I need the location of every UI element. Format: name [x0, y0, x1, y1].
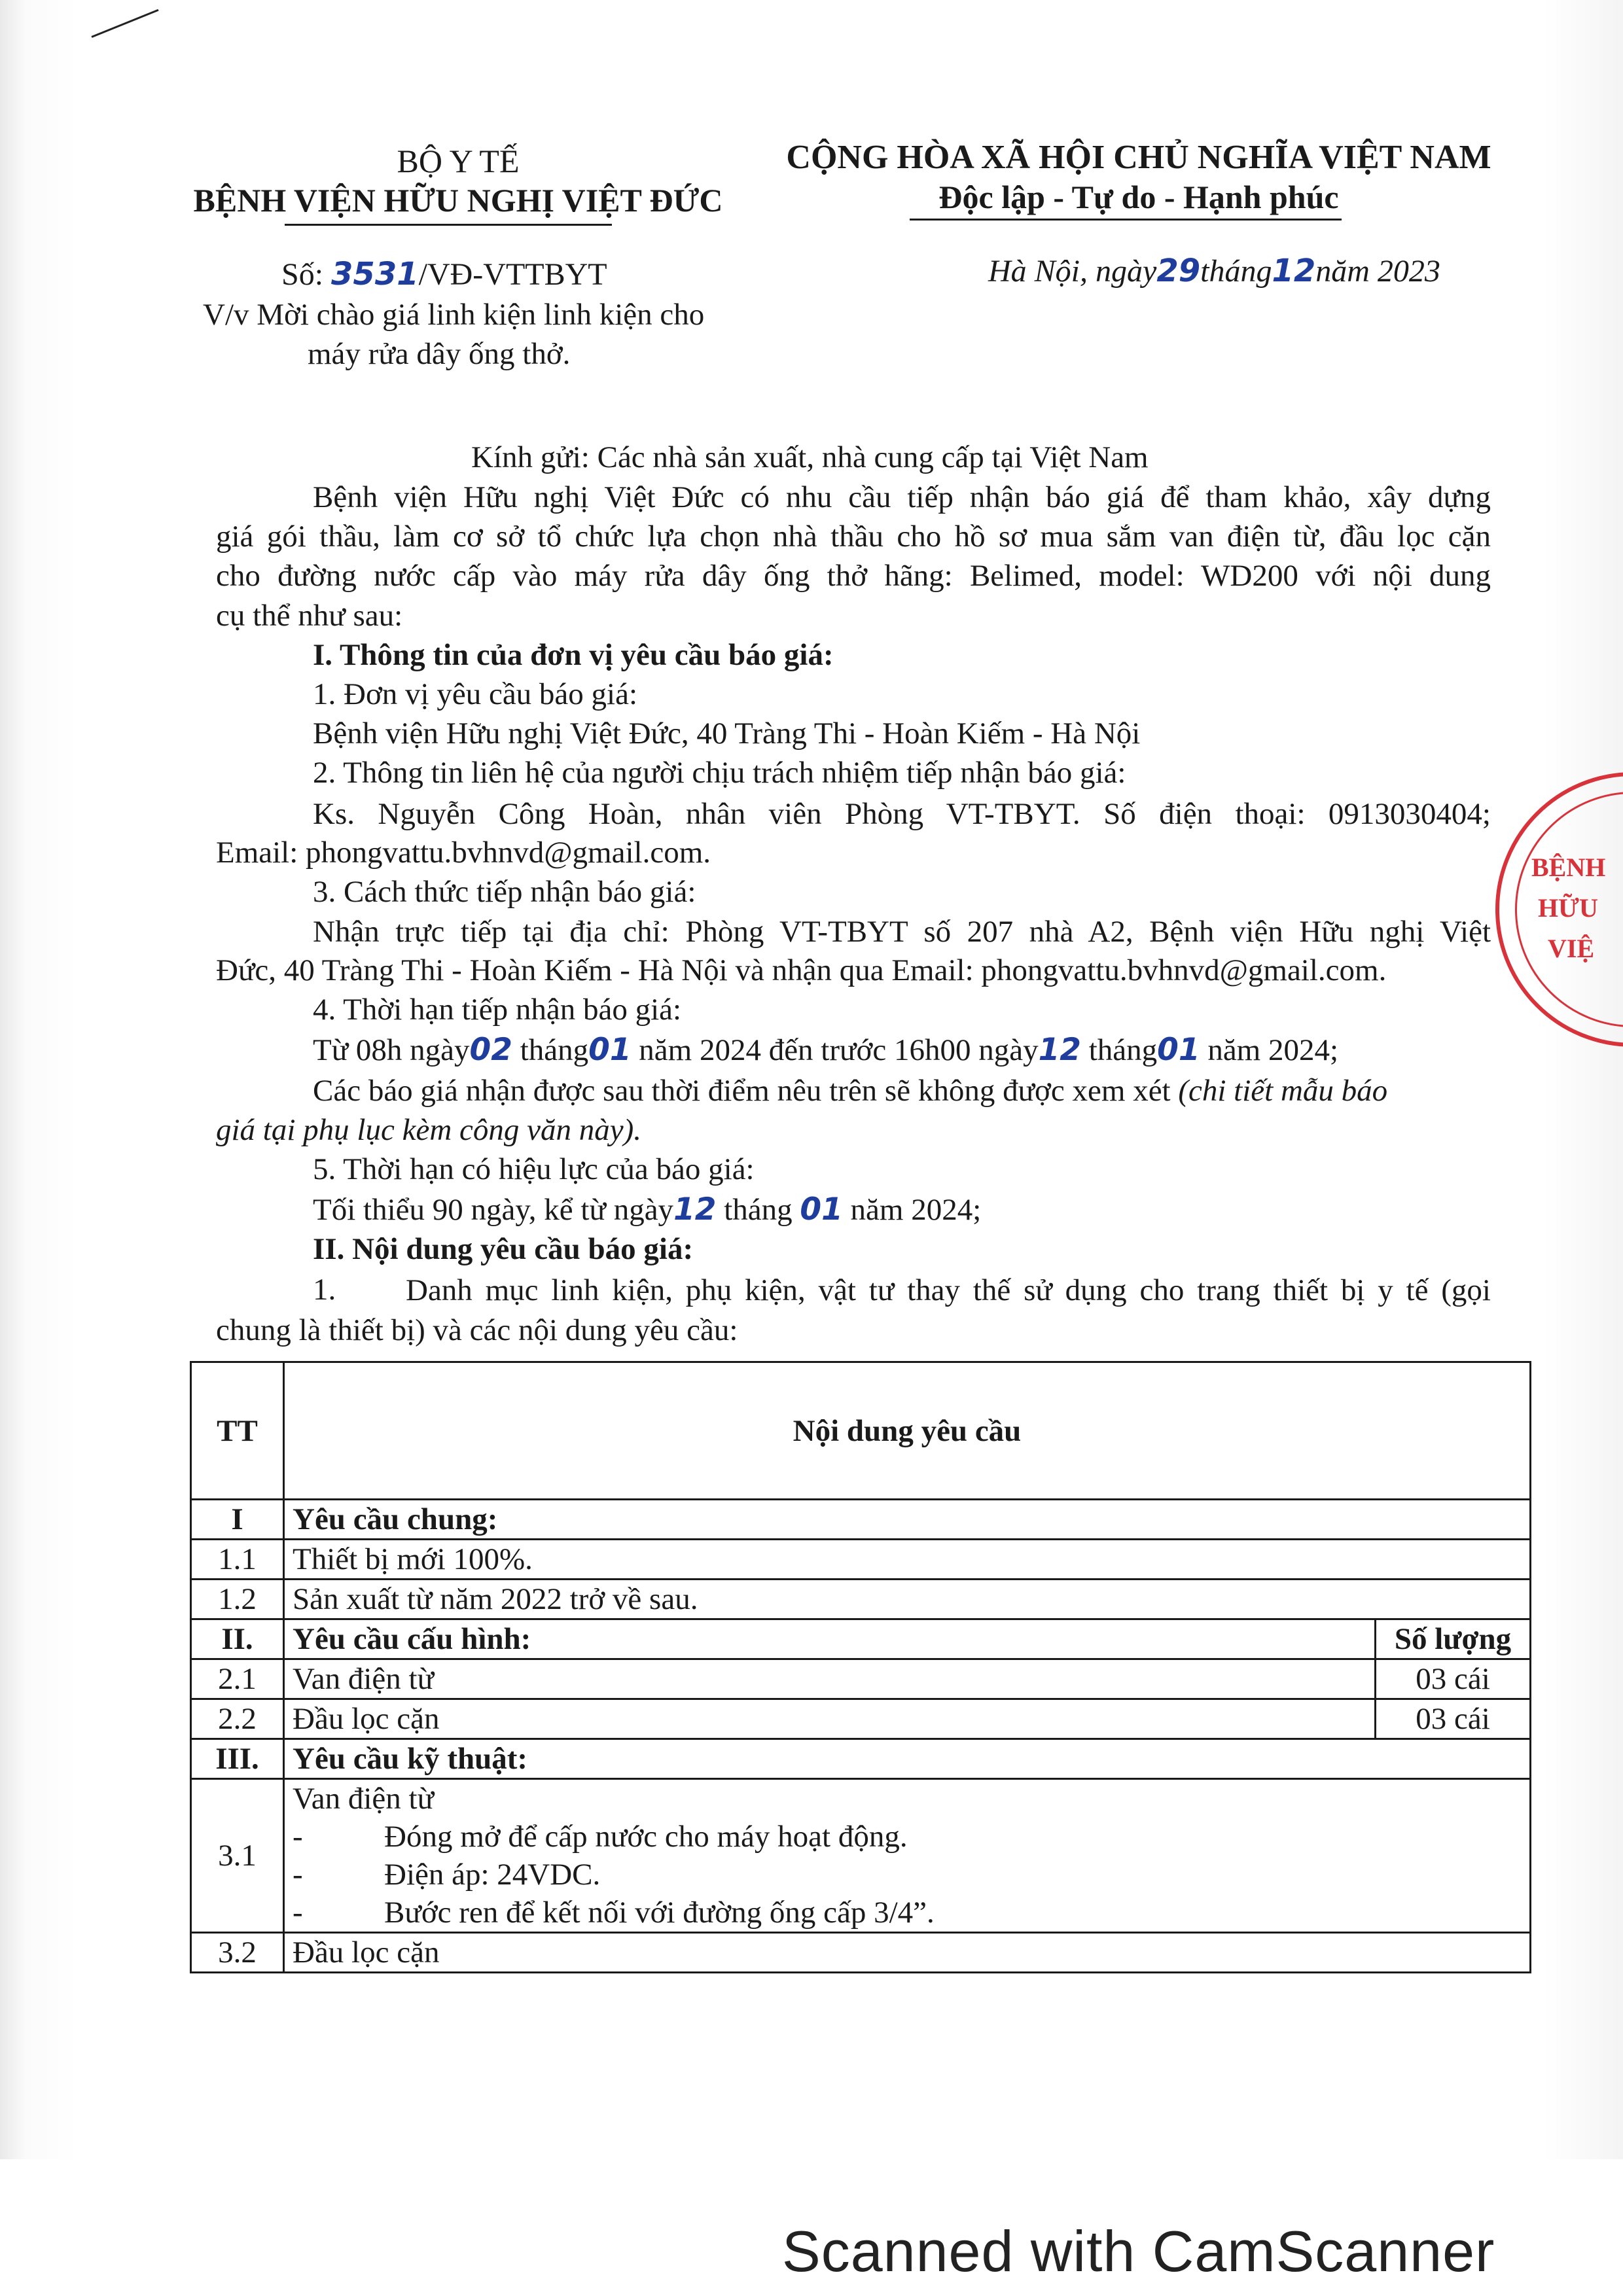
quantity-header: Số lượng — [1376, 1619, 1531, 1659]
s1-item-4: 4. Thời hạn tiếp nhận báo giá: — [313, 993, 682, 1027]
salutation: Kính gửi: Các nhà sản xuất, nhà cung cấp tại Việt Nam — [471, 440, 1149, 474]
table-row: 1.1 Thiết bị mới 100%. — [191, 1540, 1531, 1580]
table-row: 2.2 Đầu lọc cặn 03 cái — [191, 1699, 1531, 1739]
section-1-title: I. Thông tin của đơn vị yêu cầu báo giá: — [313, 638, 834, 672]
s1-item-1-value: Bệnh viện Hữu nghị Việt Đức, 40 Tràng Thi - Hoàn Kiếm - Hà Nội — [313, 716, 1141, 751]
seal-text-3: VIỆ — [1548, 934, 1595, 963]
intro-line-1: Bệnh viện Hữu nghị Việt Đức có nhu cầu tiếp nhận báo giá để tham khảo, xây dựng — [313, 480, 1491, 514]
s1-item-3-value-1: Nhận trực tiếp tại địa chỉ: Phòng VT-TBYT số 207 nhà A2, Bệnh viện Hữu nghị Việt — [313, 915, 1491, 949]
r31-title: Van điện từ — [293, 1782, 435, 1816]
r31-bullet-1: - Đóng mở để cấp nước cho máy hoạt động. — [293, 1820, 908, 1854]
subject-line-1: V/v Mời chào giá linh kiện linh kiện cho — [203, 298, 705, 332]
table-row: 3.1 Van điện từ - Đóng mở để cấp nước cho máy hoạt động. - Điện áp: 24VDC. - Bước ren để kết nối với đường ống cấp 3/4”. — [191, 1779, 1531, 1933]
seal-text-2: HỮU — [1538, 893, 1598, 923]
s1-item-3-value-2: Đức, 40 Tràng Thi - Hoàn Kiếm - Hà Nội và nhận qua Email: phongvattu.bvhnvd@gmail.com. — [216, 953, 1387, 987]
handwritten-end-month: 01 — [1157, 1032, 1200, 1068]
s1-item-4-note-2: giá tại phụ lục kèm công văn này). — [216, 1113, 641, 1147]
header-tt: TT — [191, 1362, 284, 1500]
s1-item-4-value: Từ 08h ngày02 tháng01 năm 2024 đến trước 16h00 ngày12 tháng01 năm 2024; — [313, 1032, 1339, 1068]
handwritten-valid-day: 12 — [673, 1192, 717, 1227]
seal-text-1: BỆNH — [1531, 853, 1606, 882]
camscanner-watermark: Scanned with CamScanner — [782, 2219, 1495, 2284]
s1-item-5-value: Tối thiểu 90 ngày, kể từ ngày12 tháng 01 năm 2024; — [313, 1192, 982, 1227]
s1-item-2-value-1: Ks. Nguyễn Công Hoàn, nhân viên Phòng VT-TBYT. Số điện thoại: 0913030404; — [313, 797, 1491, 831]
intro-line-4: cụ thể như sau: — [216, 599, 403, 633]
table-row: 3.2 Đầu lọc cặn — [191, 1933, 1531, 1973]
document-number: Số: 3531/VĐ-VTTBYT — [281, 256, 607, 292]
ministry-name: BỘ Y TẾ — [397, 143, 520, 179]
handwritten-month: 12 — [1272, 253, 1316, 289]
place-date: Hà Nội, ngày29tháng12năm 2023 — [988, 253, 1440, 289]
requirements-table — [190, 1361, 1531, 1973]
table-row: II. Yêu cầu cấu hình: Số lượng — [191, 1619, 1531, 1659]
handwritten-number: 3531 — [331, 256, 419, 292]
handwritten-end-day: 12 — [1038, 1032, 1081, 1068]
intro-line-3: cho đường nước cấp vào máy rửa dây ống thở hãng: Belimed, model: WD200 với nội dung — [216, 559, 1491, 593]
republic-name: CỘNG HÒA XÃ HỘI CHỦ NGHĨA VIỆT NAM — [786, 139, 1491, 176]
section-2-title: II. Nội dung yêu cầu báo giá: — [313, 1232, 694, 1266]
national-motto: Độc lập - Tự do - Hạnh phúc — [938, 179, 1339, 215]
s1-item-2-value-2: Email: phongvattu.bvhnvd@gmail.com. — [216, 836, 711, 870]
s2-item-1-line-1: Danh mục linh kiện, phụ kiện, vật tư thay thế sử dụng cho trang thiết bị y tế (gọi — [406, 1273, 1491, 1307]
handwritten-start-month: 01 — [588, 1032, 632, 1068]
table-row: I Yêu cầu chung: — [191, 1500, 1531, 1540]
subject-line-2: máy rửa dây ống thở. — [308, 337, 571, 371]
r31-bullet-3: - Bước ren để kết nối với đường ống cấp 3/4”. — [293, 1896, 935, 1930]
s1-item-1: 1. Đơn vị yêu cầu báo giá: — [313, 677, 638, 711]
hospital-name: BỆNH VIỆN HỮU NGHỊ VIỆT ĐỨC — [193, 182, 723, 219]
header-content: Nội dung yêu cầu — [284, 1362, 1531, 1500]
hospital-underline — [285, 224, 612, 226]
s1-item-4-note-1: Các báo giá nhận được sau thời điểm nêu trên sẽ không được xem xét (chi tiết mẫu báo — [313, 1074, 1388, 1108]
s1-item-2: 2. Thông tin liên hệ của người chịu trách nhiệm tiếp nhận báo giá: — [313, 756, 1126, 790]
s2-item-1-number: 1. — [313, 1273, 336, 1307]
intro-line-2: giá gói thầu, làm cơ sở tổ chức lựa chọn nhà thầu cho hồ sơ mua sắm van điện từ, đầu lọc cặn — [216, 520, 1491, 554]
table-row: 2.1 Van điện từ 03 cái — [191, 1659, 1531, 1699]
table-row: 1.2 Sản xuất từ năm 2022 trở về sau. — [191, 1580, 1531, 1619]
s1-item-3: 3. Cách thức tiếp nhận báo giá: — [313, 875, 696, 909]
handwritten-day: 29 — [1156, 253, 1201, 289]
table-header-row — [191, 1362, 1531, 1500]
motto-underline — [910, 219, 1342, 221]
table-row: III. Yêu cầu kỹ thuật: — [191, 1739, 1531, 1779]
s1-item-5: 5. Thời hạn có hiệu lực của báo giá: — [313, 1152, 755, 1186]
s2-item-1-line-2: chung là thiết bị) và các nội dung yêu cầu: — [216, 1313, 738, 1347]
handwritten-start-day: 02 — [469, 1032, 512, 1068]
handwritten-valid-month: 01 — [800, 1192, 843, 1227]
r31-bullet-2: - Điện áp: 24VDC. — [293, 1858, 601, 1892]
